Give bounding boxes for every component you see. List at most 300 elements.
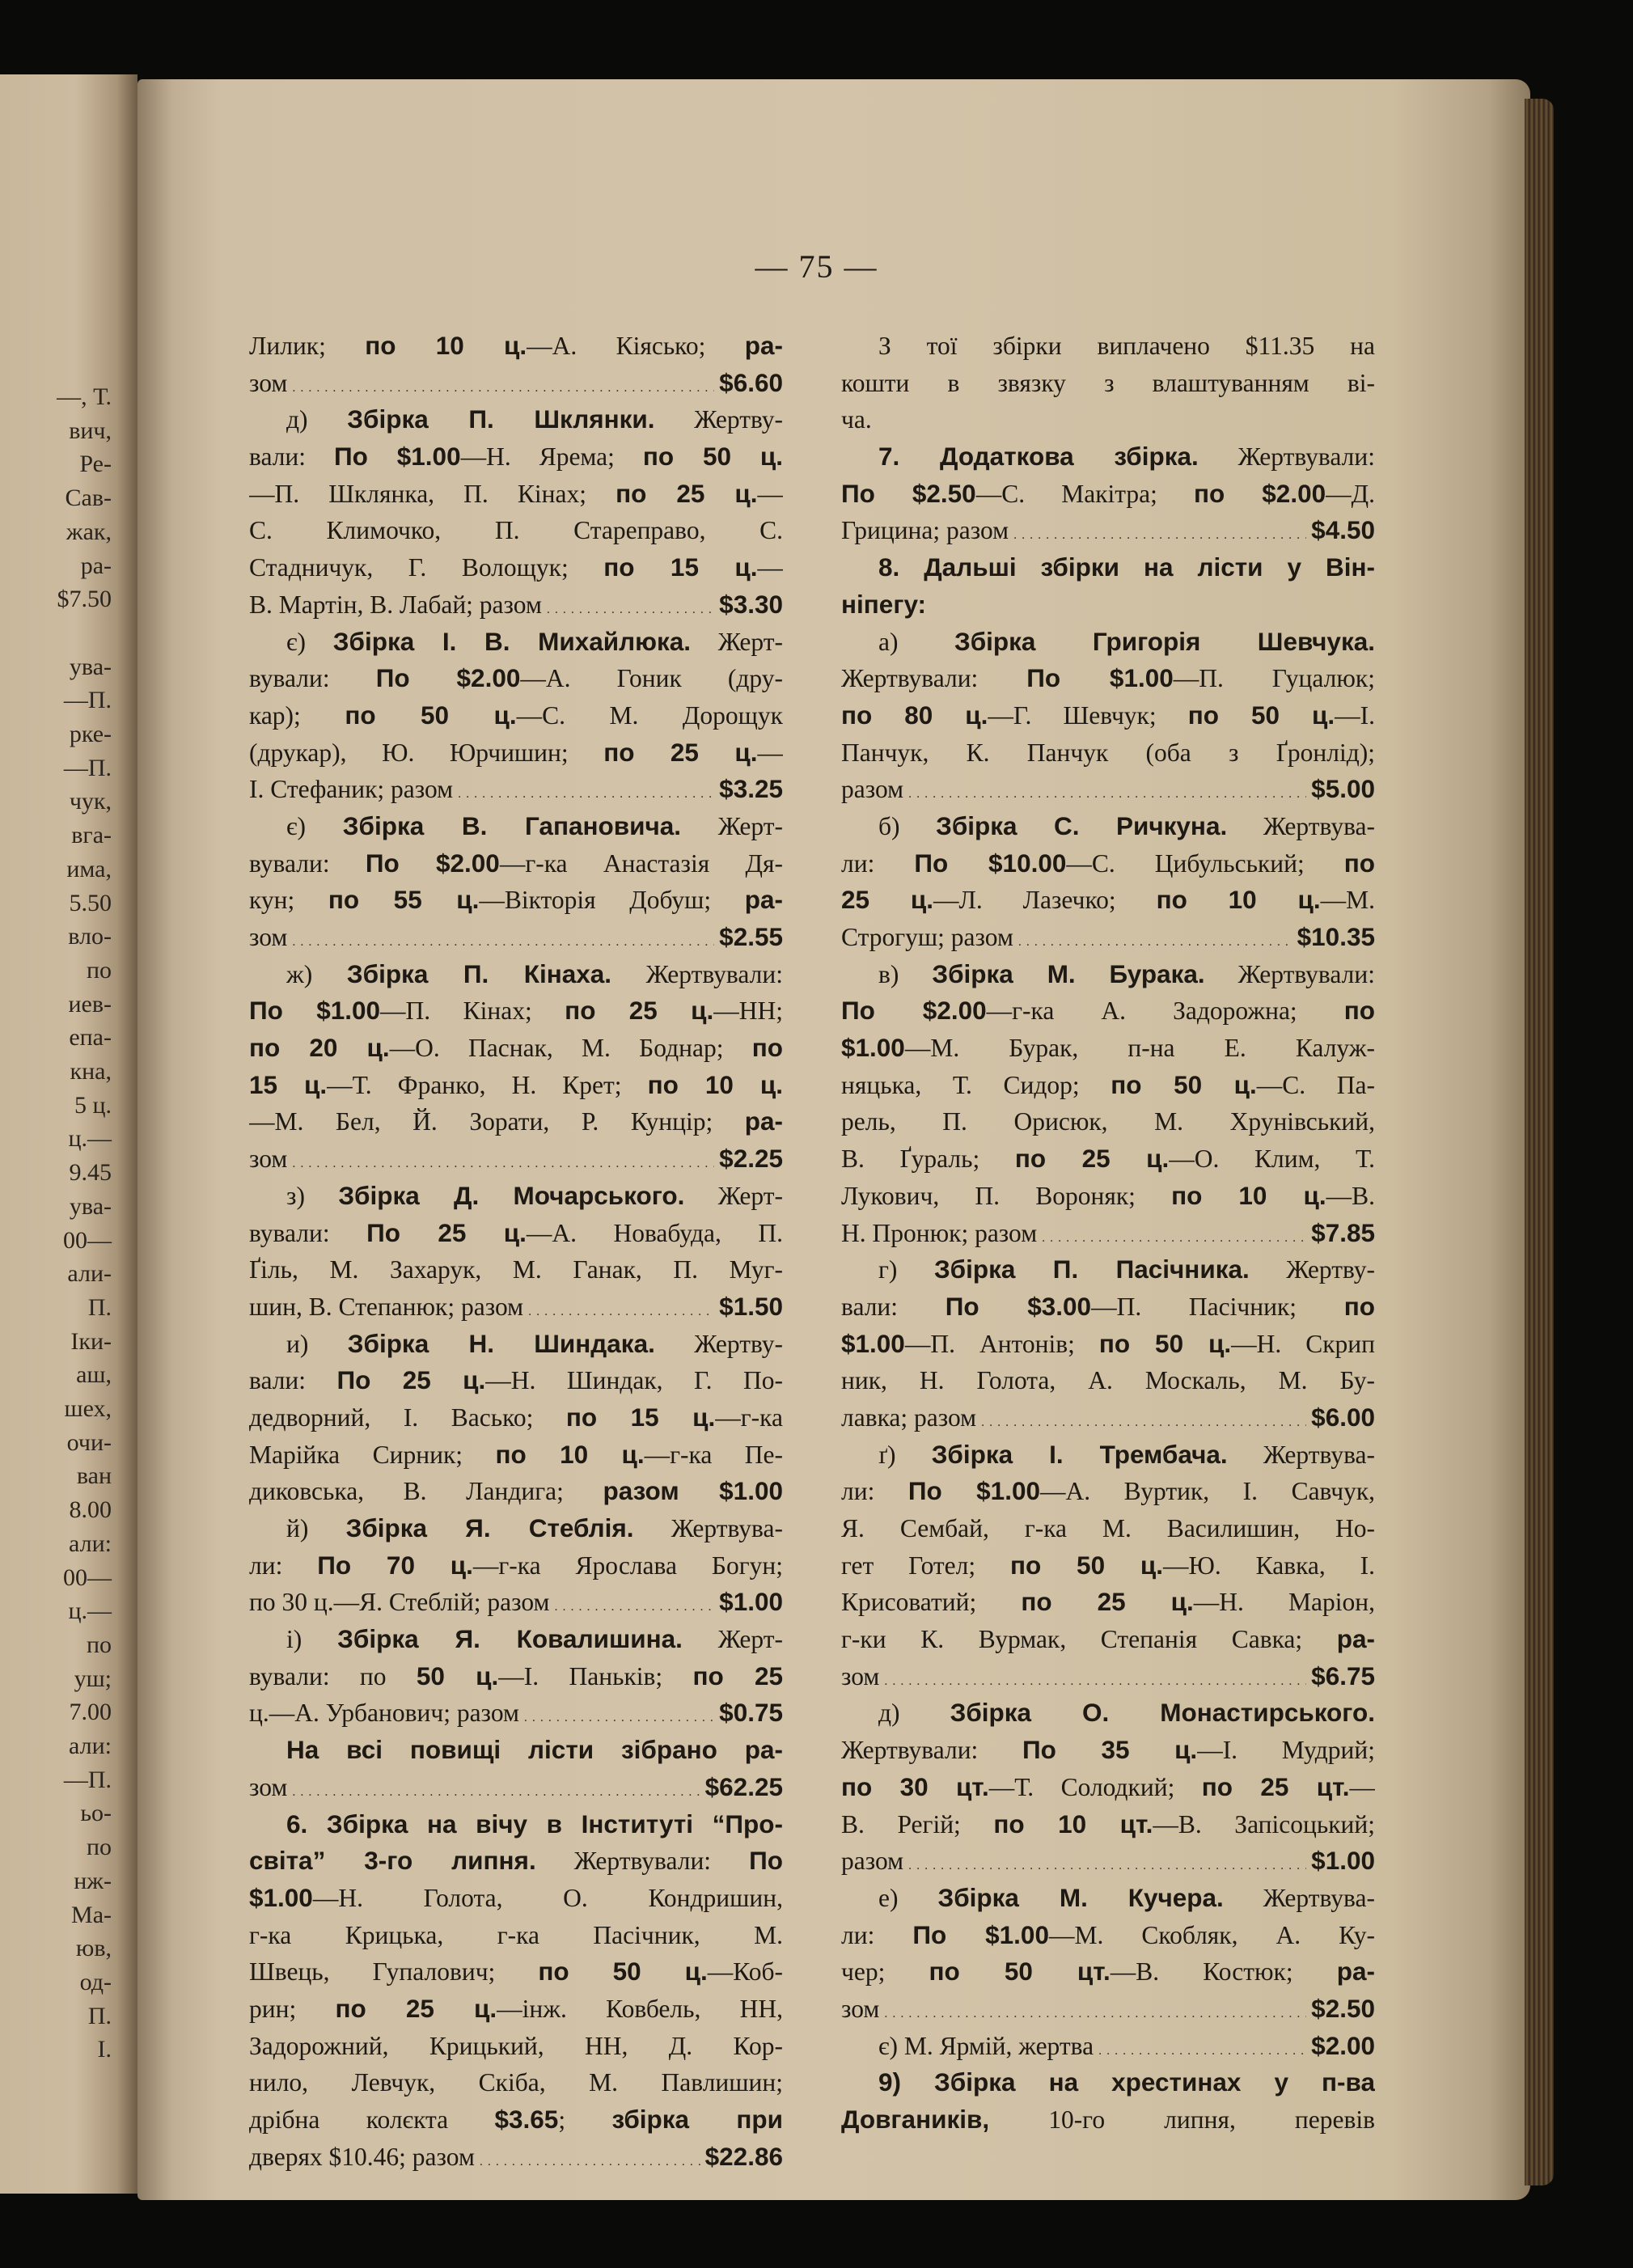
margin-fragment: вич, <box>69 417 112 444</box>
bold-run: по 10 ц. <box>647 1069 783 1099</box>
total-label: є) М. Ярмій, жертва <box>878 2031 1094 2060</box>
dot-leader <box>1013 512 1306 549</box>
total-amount: $6.60 <box>719 367 783 397</box>
text-run: рель, П. Орисюк, М. Хрунівський, <box>841 1107 1375 1136</box>
text-run: Крисоватий; <box>841 1588 1022 1617</box>
text-run: —П. Пасічник; <box>1091 1292 1344 1321</box>
total-amount: $2.00 <box>1311 2030 1375 2060</box>
text-run: ґ) <box>878 1440 932 1469</box>
text-run: —Д. <box>1326 479 1375 508</box>
margin-fragment: очи- <box>66 1428 112 1456</box>
bold-run: по 25 ц. <box>565 996 714 1026</box>
text-line <box>841 1732 1375 1769</box>
bold-run: по 50 ц. <box>1111 1069 1257 1099</box>
bold-run: Збірка Я. Стеблія. <box>345 1513 634 1542</box>
bold-run: по 50 ц. <box>345 700 517 730</box>
text-run: Жерт- <box>681 811 783 840</box>
bold-run: Збірка І. В. Михайлюка. <box>332 626 692 656</box>
total-amount: $5.00 <box>1311 774 1375 804</box>
bold-run: По $2.00 <box>375 663 521 693</box>
text-run: няцька, Т. Сидор; <box>841 1070 1111 1099</box>
total-amount: $62.25 <box>704 1771 783 1801</box>
margin-fragment: уш; <box>74 1665 112 1692</box>
text-run: гет Готел; <box>841 1551 1011 1580</box>
bold-run: по 50 ц. <box>1098 1328 1232 1358</box>
margin-fragment: 5 ц. <box>74 1091 112 1119</box>
text-run: рин; <box>249 1994 336 2023</box>
dot-leader <box>554 1584 714 1621</box>
bold-run: По $3.00 <box>945 1291 1092 1321</box>
text-run: вували: <box>249 1218 367 1247</box>
text-line <box>841 1140 1375 1178</box>
text-run: —А. Гоник (дру- <box>520 664 783 693</box>
text-run: Жертвували: <box>1198 442 1375 472</box>
text-line <box>841 1695 1375 1732</box>
text-run: —С. Цибульський; <box>1066 848 1344 878</box>
text-run: ли: <box>249 1551 318 1580</box>
text-line <box>249 1178 783 1215</box>
text-line <box>841 1880 1375 1917</box>
bold-run: 50 ц. <box>416 1661 499 1690</box>
bold-run: По $2.00 <box>365 848 500 878</box>
text-run: —М. <box>1320 886 1375 915</box>
bold-run: по 10 ц. <box>495 1439 645 1469</box>
total-line <box>249 2139 783 2176</box>
text-run: —П. Антонів; <box>904 1329 1099 1358</box>
bold-run: Збірка П. Пасічника. <box>933 1255 1250 1284</box>
bold-run: Збірка П. Кінаха. <box>346 958 612 988</box>
text-run: є) <box>286 627 333 656</box>
text-line <box>249 328 783 365</box>
text-run: вували: по <box>249 1661 417 1690</box>
text-line <box>249 697 783 734</box>
bold-run: по 15 ц. <box>603 552 758 582</box>
text-line <box>249 1362 783 1399</box>
bold-run: по 50 ц. <box>642 442 783 472</box>
bold-run: Збірка Я. Ковалишина. <box>337 1624 683 1654</box>
bold-run: По 35 ц. <box>1022 1735 1198 1765</box>
text-run: Жертву- <box>654 405 783 434</box>
total-label: дверях $10.46; разом <box>249 2142 475 2171</box>
total-label: зом <box>249 1772 288 1801</box>
total-line <box>841 1399 1375 1437</box>
text-run: В. Ґураль; <box>841 1145 1015 1174</box>
text-line <box>841 1510 1375 1547</box>
text-run: В. Регій; <box>841 1809 994 1839</box>
dot-leader <box>1042 1215 1306 1252</box>
text-run: і) <box>286 1625 338 1654</box>
text-line <box>249 1251 783 1288</box>
text-run: Жертвува- <box>1227 1440 1375 1469</box>
total-label: Строгуш; разом <box>841 923 1013 951</box>
text-line <box>841 1769 1375 1806</box>
text-run: —В. <box>1326 1181 1375 1210</box>
bold-run: По $1.00 <box>334 442 461 472</box>
bold-run: по 25 ц. <box>616 478 758 508</box>
text-run: Марійка Сирник; <box>249 1440 496 1469</box>
margin-fragment: —П. <box>63 1766 112 1793</box>
text-run: —І. <box>1335 700 1375 730</box>
dot-leader <box>908 1843 1306 1880</box>
total-label: Грицина; разом <box>841 516 1009 545</box>
text-line <box>841 1621 1375 1658</box>
text-line <box>249 1658 783 1695</box>
total-label: разом <box>841 1847 904 1876</box>
facing-page-edge <box>0 74 137 2194</box>
text-line <box>249 1473 783 1510</box>
text-run: нило, Левчук, Скіба, М. Павлишин; <box>249 2068 783 2097</box>
text-run: — <box>1349 1772 1375 1801</box>
text-run: вали: <box>249 1366 337 1395</box>
text-run: г-ки К. Вурмак, Степанія Савка; <box>841 1625 1337 1654</box>
text-run: —В. Костюк; <box>1110 1957 1337 1987</box>
text-line <box>841 328 1375 365</box>
margin-fragment: по <box>86 1834 112 1861</box>
margin-fragment: $7.50 <box>57 586 112 613</box>
text-line <box>249 1215 783 1252</box>
text-line <box>841 808 1375 845</box>
text-run: —г-ка Пе- <box>644 1440 783 1469</box>
text-line <box>249 549 783 586</box>
dot-leader <box>547 586 714 624</box>
bold-run: по 10 ц. <box>1156 885 1321 915</box>
margin-fragment: шех, <box>64 1395 112 1422</box>
text-run: вували: <box>249 664 376 693</box>
text-run: —І. Мудрий; <box>1197 1736 1375 1765</box>
text-line <box>841 624 1375 661</box>
total-label: В. Мартін, В. Лабай; разом <box>249 590 542 619</box>
total-amount: $1.00 <box>1311 1846 1375 1876</box>
bold-run: Збірка С. Ричкуна. <box>936 810 1228 840</box>
text-run: — <box>757 738 783 767</box>
text-run: дедворний, І. Васько; <box>249 1403 566 1432</box>
text-run: кар); <box>249 700 345 730</box>
text-run: з) <box>286 1181 339 1210</box>
bold-run: 6. Збірка на вічу в Інституті “Про- <box>286 1809 783 1839</box>
text-line <box>249 2101 783 2139</box>
text-line <box>841 2064 1375 2101</box>
margin-fragment: ц.— <box>68 1597 112 1625</box>
bold-run: 25 ц. <box>841 885 933 915</box>
bold-run: по <box>1343 848 1375 878</box>
text-run: ли: <box>841 1920 913 1949</box>
text-run: Ґіль, М. Захарук, М. Ганак, П. Муг- <box>249 1255 783 1284</box>
dot-leader <box>908 771 1306 808</box>
bold-run: По 25 ц. <box>336 1365 486 1395</box>
bold-run: Збірка М. Кучера. <box>937 1882 1224 1912</box>
margin-fragment: али: <box>69 1530 112 1557</box>
total-amount: $3.30 <box>719 589 783 619</box>
margin-fragment: Ре- <box>79 451 112 478</box>
margin-fragment: кна, <box>70 1058 112 1085</box>
text-run: Швець, Гупалович; <box>249 1957 539 1987</box>
dot-leader <box>480 2139 700 2176</box>
total-line <box>249 1769 783 1806</box>
total-amount: $2.25 <box>719 1144 783 1174</box>
dot-leader <box>884 1658 1306 1695</box>
text-line <box>249 734 783 772</box>
text-run: кошти в звязку з влаштуванням ві- <box>841 368 1375 397</box>
text-run: Лилик; <box>249 332 366 360</box>
text-run: — <box>757 553 783 582</box>
text-line <box>841 697 1375 734</box>
total-amount: $6.75 <box>1311 1661 1375 1690</box>
text-line <box>249 1953 783 1991</box>
margin-fragment: вга- <box>71 822 112 849</box>
text-run: —П. Кінах; <box>380 996 565 1026</box>
text-run: ; <box>558 2105 612 2134</box>
total-label: лавка; разом <box>841 1403 977 1432</box>
bold-run: по <box>751 1033 783 1063</box>
text-line <box>841 549 1375 586</box>
page-stack-edge <box>1525 99 1554 2185</box>
bold-run: по 15 ц. <box>565 1402 716 1432</box>
bold-run: разом $1.00 <box>603 1476 783 1506</box>
bold-run: 7. Додаткова збірка. <box>878 442 1199 472</box>
text-run: ли: <box>841 848 915 878</box>
text-line <box>249 1326 783 1363</box>
bold-run: По $10.00 <box>914 848 1067 878</box>
bold-run: $3.65 <box>494 2105 559 2134</box>
margin-fragment: али: <box>69 1733 112 1759</box>
text-line <box>841 845 1375 882</box>
margin-fragment: ьо- <box>80 1800 112 1827</box>
text-run: —Коб- <box>707 1957 783 1987</box>
text-line <box>841 992 1375 1030</box>
margin-fragment: има, <box>66 855 112 882</box>
bold-run: по 20 ц. <box>249 1033 390 1063</box>
bold-run: по 50 ц. <box>538 1957 708 1987</box>
text-run: С. Климочко, П. Стареправо, С. <box>249 516 783 545</box>
text-line <box>249 1917 783 1954</box>
text-run: —С. М. Дорощук <box>516 700 783 730</box>
bold-run: по $2.00 <box>1194 478 1326 508</box>
bold-run: Збірка Н. Шиндака. <box>347 1328 655 1358</box>
text-run: —г-ка Ярослава Богун; <box>472 1551 783 1580</box>
bold-run: $1.00 <box>249 1882 313 1912</box>
margin-fragment: Сав- <box>65 484 112 512</box>
bold-run: по 10 цт. <box>993 1809 1153 1839</box>
text-run: —А. Новабуда, П. <box>526 1218 783 1247</box>
bold-run: $1.00 <box>841 1033 905 1063</box>
text-line <box>841 1917 1375 1954</box>
text-line <box>841 1584 1375 1621</box>
bold-run: по 30 цт. <box>841 1771 989 1801</box>
text-run: —С. Па- <box>1256 1070 1375 1099</box>
text-line <box>249 1103 783 1140</box>
text-line <box>249 476 783 513</box>
text-line <box>841 401 1375 438</box>
text-run: г-ка Крицька, г-ка Пасічник, М. <box>249 1920 783 1949</box>
text-run: —М. Скобляк, А. Ку- <box>1048 1920 1375 1949</box>
margin-fragment: 00— <box>63 1226 112 1254</box>
text-line <box>841 1067 1375 1104</box>
bold-run: по 25 ц. <box>1014 1144 1170 1174</box>
bold-run: світа” 3-го липня. <box>249 1846 536 1876</box>
total-amount: $4.50 <box>1311 515 1375 545</box>
bold-run: по 50 ц. <box>1187 700 1335 730</box>
margin-fragment: П. <box>87 1293 112 1321</box>
total-label: зом <box>249 368 288 397</box>
text-run: —г-ка <box>715 1403 783 1432</box>
text-line <box>249 401 783 438</box>
text-line <box>249 512 783 549</box>
bold-run: По <box>749 1846 783 1876</box>
text-run: —О. Клим, Т. <box>1169 1145 1375 1174</box>
bold-run: $1.00 <box>841 1328 905 1358</box>
text-run: Жертвува- <box>633 1514 783 1542</box>
bold-run: 9) Збірка на хрестинах у п-ва <box>878 2067 1375 2097</box>
margin-fragment: 8.00 <box>69 1496 112 1524</box>
bold-run: по 10 ц. <box>1171 1180 1326 1210</box>
text-run: —П. Шклянка, П. Кінах; <box>249 479 616 508</box>
text-line <box>841 1953 1375 1991</box>
total-line <box>249 1584 783 1621</box>
margin-fragment: 5.50 <box>69 889 112 916</box>
total-label: по 30 ц.—Я. Стеблій; разом <box>249 1588 550 1617</box>
dot-leader <box>292 1140 714 1178</box>
bold-run: По $1.00 <box>249 996 381 1026</box>
bold-run: ра- <box>744 331 783 360</box>
text-line <box>249 2028 783 2065</box>
margin-fragment: 9.45 <box>69 1159 112 1187</box>
bold-run: Збірка Д. Мочарського. <box>338 1180 685 1210</box>
bold-run: Збірка О. Монастирського. <box>950 1698 1375 1728</box>
total-line <box>841 2028 1375 2065</box>
total-amount: $6.00 <box>1311 1402 1375 1432</box>
bold-run: по 80 ц. <box>841 700 988 730</box>
text-line <box>249 1437 783 1474</box>
total-amount: $2.50 <box>1311 1993 1375 2023</box>
total-amount: $3.25 <box>719 774 783 804</box>
text-run: —В. Запісоцький; <box>1153 1809 1375 1839</box>
margin-fragment: жак, <box>66 518 112 545</box>
text-run: и) <box>286 1329 348 1358</box>
text-run: —Н. Ярема; <box>460 442 643 472</box>
text-run: кун; <box>249 886 328 915</box>
text-run: 10-го липня, перевів <box>989 2105 1375 2134</box>
text-run: а) <box>878 627 954 656</box>
text-run: —Г. Шевчук; <box>988 700 1188 730</box>
text-run: —М. Бел, Й. Зорати, Р. Кунцір; <box>249 1107 745 1136</box>
text-run: — <box>757 479 783 508</box>
dot-leader <box>1098 2028 1306 2065</box>
bold-run: ра- <box>744 1106 783 1136</box>
text-line <box>249 992 783 1030</box>
total-line <box>249 1288 783 1326</box>
text-line <box>841 1437 1375 1474</box>
text-run: диковська, В. Ландига; <box>249 1477 603 1506</box>
text-run: Жертвува- <box>1227 811 1375 840</box>
text-line <box>841 660 1375 697</box>
text-run: Жертвували: <box>611 959 783 988</box>
text-run: (друкар), Ю. Юрчишин; <box>249 738 604 767</box>
total-label: зом <box>249 923 288 951</box>
text-run: е) <box>878 1883 938 1912</box>
dot-leader <box>524 1695 714 1732</box>
text-run: г) <box>878 1255 934 1284</box>
total-label: зом <box>841 1661 880 1690</box>
text-line <box>841 1362 1375 1399</box>
text-run: —Н. Шиндак, Г. По- <box>485 1366 783 1395</box>
margin-fragment: аш, <box>76 1361 112 1389</box>
text-line <box>841 1178 1375 1215</box>
bold-run: По $2.50 <box>841 478 976 508</box>
text-line <box>841 1806 1375 1843</box>
margin-fragment: вло- <box>68 923 112 950</box>
text-line <box>841 1326 1375 1363</box>
bold-run: Збірка І. Трембача. <box>931 1439 1228 1469</box>
bold-run: ра- <box>1336 1957 1375 1987</box>
total-label: І. Стефаник; разом <box>249 775 454 804</box>
text-run: —М. Бурак, п-на Е. Калуж- <box>904 1034 1375 1063</box>
text-run: Жертвували: <box>841 664 1027 693</box>
margin-fragment: од- <box>79 1968 112 1995</box>
bold-run: по 10 ц. <box>365 331 527 360</box>
bold-run: ніпегу: <box>841 589 927 619</box>
text-run: —г-ка А. Задорожна; <box>986 996 1344 1026</box>
total-line <box>249 586 783 624</box>
text-column-left <box>249 328 783 2175</box>
bold-run: По $1.00 <box>907 1476 1040 1506</box>
text-run: Жерт- <box>682 1625 783 1654</box>
margin-fragment: ува- <box>69 653 112 680</box>
margin-fragment: 00— <box>63 1563 112 1591</box>
text-line <box>841 1251 1375 1288</box>
text-line <box>841 1288 1375 1326</box>
text-run: —Н. Голота, О. Кондришин, <box>312 1883 783 1912</box>
total-line <box>841 919 1375 956</box>
total-line <box>841 1658 1375 1695</box>
dot-leader <box>292 1769 700 1806</box>
text-run: З тої збірки виплачено $11.35 на <box>878 332 1375 360</box>
total-label: зом <box>841 1994 880 2023</box>
total-line <box>841 1843 1375 1880</box>
text-line <box>249 1547 783 1585</box>
margin-fragment: по <box>86 956 112 984</box>
total-label: зом <box>249 1145 288 1174</box>
dot-leader <box>292 919 714 956</box>
dot-leader <box>528 1288 714 1326</box>
text-run: Жертву- <box>654 1329 783 1358</box>
text-run: —г-ка Анастазія Дя- <box>499 848 783 878</box>
dot-leader <box>1018 919 1292 956</box>
text-line <box>841 365 1375 402</box>
bold-run: Збірка П. Шклянки. <box>347 404 655 434</box>
margin-fragment: І. <box>97 2036 112 2063</box>
total-amount: $0.75 <box>719 1698 783 1728</box>
margin-fragment: рке- <box>69 721 112 747</box>
bold-run: По 70 ц. <box>317 1550 473 1580</box>
bold-run: по 25 ц. <box>603 737 758 767</box>
margin-fragment: чук, <box>69 788 112 815</box>
total-label: шин, В. Степанюк; разом <box>249 1292 524 1321</box>
text-line <box>249 956 783 993</box>
text-line <box>249 1399 783 1437</box>
text-run: Лукович, П. Вороняк; <box>841 1181 1172 1210</box>
bold-run: збірка при <box>611 2105 783 2134</box>
text-run: —Н. Маріон, <box>1193 1588 1375 1617</box>
total-line <box>841 771 1375 808</box>
bold-run: по 50 ц. <box>1010 1550 1163 1580</box>
text-line <box>841 1030 1375 1067</box>
bold-run: по <box>1343 996 1375 1026</box>
text-line <box>249 438 783 476</box>
margin-fragment: нж- <box>74 1867 112 1894</box>
total-label: Н. Пронюк; разом <box>841 1218 1038 1247</box>
text-line <box>249 1030 783 1067</box>
text-line <box>841 438 1375 476</box>
